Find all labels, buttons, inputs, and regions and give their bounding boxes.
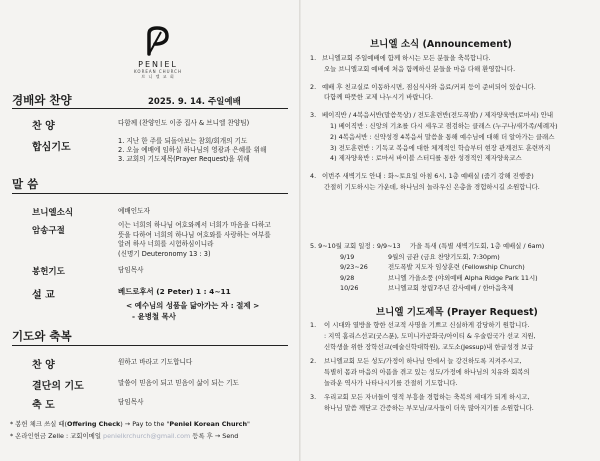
news-text: 예배인도자	[118, 207, 150, 215]
verse-line: 이는 너희의 하나님 여호와께서 너희가 마음을 다하고	[118, 221, 271, 229]
news-label: 브니엘소식	[32, 208, 74, 218]
verse-reference: (신명기 Deuteronomy 13 : 3)	[118, 249, 211, 258]
church-name-payee: Peniel Korean Church	[169, 420, 247, 428]
announcement-line: 간절히 기도하시는 가운데, 하나님의 놀라우신 은총을 경험하시길 소원합니다.	[324, 182, 540, 191]
list-item: 2. 오늘 예배에 임하실 하나님의 영광과 은혜를 위해	[118, 146, 267, 154]
announcement-item: 1. 브니엘교회 주일예배에 함께 하시는 모든 분들을 축복합니다.	[310, 54, 491, 62]
announcements-title: 브니엘 소식 (Announcement)	[370, 39, 512, 50]
unison-prayer-list	[118, 137, 266, 164]
schedule-date: 10/26	[340, 284, 359, 293]
schedule-row	[310, 262, 600, 273]
zelle-note: * 온라인헌금 Zelle : 교회이메일 penielkrchurch@gmail.com 등록 후 → Send	[10, 432, 239, 440]
prayer-item: 2. 브니엘교회 모든 성도/가정이 하나님 안에서 늘 강건하도록 지켜주시고,	[310, 357, 522, 365]
prayer-request-list	[310, 320, 536, 414]
schedule-date: 9/23~26	[340, 263, 368, 272]
response-section-title: 기도와 축복	[12, 329, 72, 343]
word-section-title: 말 씀	[12, 177, 39, 191]
prayer-item: 1. 이 시대와 열방을 향한 선교적 사명을 기쁘고 신실하게 감당하기 원합니다.	[310, 321, 530, 329]
schedule-row	[310, 283, 600, 294]
verse-line: 알려 하사 너희를 시험하심이니라	[118, 240, 214, 248]
benediction-text: 담임목사	[118, 398, 144, 406]
peniel-logo-icon	[141, 24, 175, 58]
schedule-date: 9/28	[340, 273, 355, 282]
page-fold	[299, 0, 301, 461]
schedule-event: 가을 특새 (특별 새벽기도회, 1층 예배실 / 6am)	[410, 242, 545, 250]
schedule-date: 9/19	[340, 252, 355, 261]
prayer-line: 놀라운 역사가 나타나시기를 간절히 기도합니다.	[324, 379, 458, 387]
announcement-item: 4. 이번주 새벽기도 안내 : 화~토요일 아침 6시, 1층 예배실 (줌기 강해 진행중)	[310, 172, 534, 181]
schedule-event: 전도폭발 지도자 임상훈련 (Fellowship Church)	[388, 263, 525, 272]
schedule-event: 9월의 금관 (금요 찬양기도회, 7:30pm)	[388, 252, 500, 261]
worship-section-title: 경배와 찬양	[12, 93, 72, 107]
schedule-prefix: 5. 9~10월 교회 일정 : 9/9~13	[310, 242, 401, 250]
section-divider	[12, 108, 288, 109]
section-divider	[12, 193, 288, 194]
announcements-list	[310, 53, 596, 193]
prayer-line: : 지역 홈리스선교(굿스푼), 도미니카공화국/아이티 & 우술림국가 선교 지원,	[324, 332, 536, 340]
announcement-item: 3. 베이직반 / 4복음서반(말씀묵상) / 전도훈련반(전도폭발) / 제자양육반(로마서) 안내	[310, 111, 554, 120]
check-term: Offering Check	[67, 420, 121, 428]
check-note: * 봉헌 체크 쓰실 때(Offering Check) → Pay to the "Peniel Korean Church"	[10, 420, 250, 428]
schedule-row	[310, 241, 600, 252]
class-description: 1) 베이직반 : 신앙의 기초를 다시 세우고 점검하는 클래스 (누구나/새가족/세례자)	[330, 121, 558, 130]
praise-text: 다함께 (찬양인도 이종 집사 & 브니엘 찬양팀)	[118, 119, 250, 127]
recitation-verse	[118, 221, 271, 259]
class-description: 4) 제자양육반 : 로마서 바이블 스터디를 통한 성경적인 제자양육코스	[330, 154, 522, 163]
verse-line: 뜻을 다하여 너희의 하나님 여호와를 사랑하는 여부를	[118, 230, 271, 239]
schedule-event: 브니엘 가을소풍 (야외예배 Alpha Ridge Park 11시)	[388, 273, 538, 282]
sermon-label: 설 교	[32, 290, 55, 301]
logo-subtitle: KOREAN CHURCH	[134, 69, 182, 74]
offering-prayer-label: 봉헌기도	[32, 267, 65, 277]
sermon-passage: 베드로후서 (2 Peter) 1 : 4~11	[118, 287, 231, 296]
prayer-line: 특별히 몸과 마음의 아픔을 겪고 있는 성도/가정에 하나님의 치유와 회복의	[324, 368, 530, 376]
schedule-row	[310, 273, 600, 284]
schedule-event: 브니엘교회 창립7주년 감사예배 / 한마음축제	[388, 284, 514, 293]
prayer-line: 신학생을 위한 장학선교(예술신학대학원), 교도소(Jessup)내 한글성경 보급	[324, 343, 534, 351]
logo-korean-name: 브 니 엘 교 회	[141, 74, 175, 79]
list-item: 1. 지난 한 주를 되돌아보는 참회/회개의 기도	[118, 137, 248, 145]
recitation-label: 암송구절	[32, 226, 65, 236]
list-item: 3. 교회의 기도제목(Prayer Request)을 위해	[118, 155, 250, 163]
benediction-label: 축 도	[32, 400, 55, 411]
announcements-page	[302, 0, 600, 461]
announcement-line: 다함께 따뜻한 교제 나누시기 바랍니다.	[324, 93, 433, 102]
schedule-list	[310, 241, 600, 294]
prayer-line: 하나님 말씀 깨닫고 간증하는 부모님/교사들이 더욱 많아지기를 소원합니다.	[324, 404, 534, 412]
closing-song-text: 원하고 바라고 기도합니다	[118, 358, 193, 366]
closing-song-label: 찬 양	[32, 360, 55, 371]
decision-prayer-text: 말씀이 믿음이 되고 믿음이 삶이 되는 기도	[118, 379, 239, 387]
offering-notes	[10, 418, 250, 442]
prayer-request-title: 브니엘 기도제목 (Prayer Request)	[376, 307, 538, 318]
logo-name: PENIEL	[138, 60, 178, 69]
praise-label: 찬 양	[32, 121, 55, 132]
decision-prayer-label: 결단의 기도	[32, 381, 84, 392]
sermon-preacher: - 윤병철 목사	[132, 312, 176, 321]
announcement-item: 2. 예배 후 친교실로 이동하시면, 점심식사와 음료/커피 등이 준비되어 있습니다.	[310, 82, 536, 91]
section-divider	[12, 345, 288, 346]
prayer-item: 3. 우리교회 모든 자녀들이 영적 부흥을 경험하는 축복의 세대가 되게 하시고,	[310, 393, 530, 401]
church-email: penielkrchurch@gmail.com	[103, 432, 191, 440]
church-logo	[118, 24, 198, 80]
unison-prayer-label: 합심기도	[32, 142, 71, 153]
class-description: 3) 전도훈련반 : 기독교 복음에 대한 체계적인 학습부터 현장 관계전도 훈련까지	[330, 143, 551, 152]
offering-prayer-text: 담임목사	[118, 266, 144, 274]
announcement-line: 오늘 브니엘교회 예배에 처음 함께하신 분들을 마음 다해 환영합니다.	[324, 64, 516, 73]
schedule-row	[310, 252, 600, 263]
class-description: 2) 4복음서반 : 신약성경 4복음서 말씀을 통해 예수님에 대해 더 알아가는 클래스	[330, 132, 555, 141]
service-date-heading: 2025. 9. 14. 주일예배	[148, 97, 241, 107]
sermon-title: < 예수님의 성품을 닮아가는 자 : 절제 >	[126, 301, 260, 310]
order-of-worship-page	[0, 0, 298, 461]
